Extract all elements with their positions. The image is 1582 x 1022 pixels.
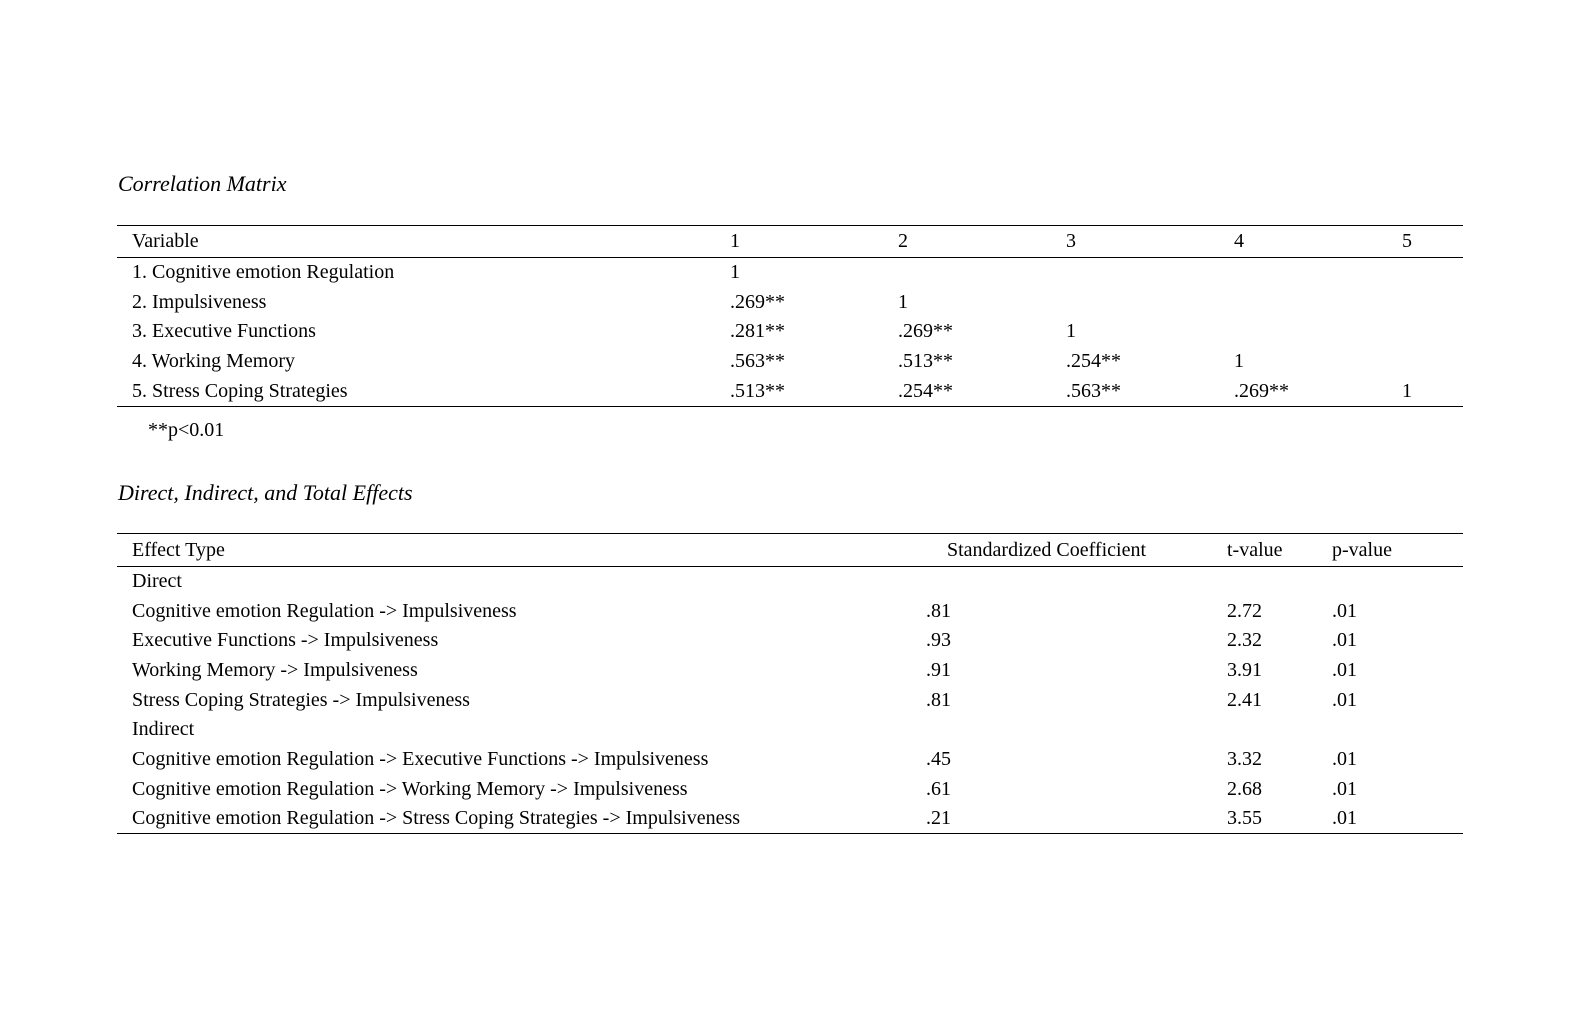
correlation-value-cell: .513** [898,350,953,373]
effects-row-label: Cognitive emotion Regulation -> Working Memory -> Impulsiveness [132,777,688,800]
effects-value-cell: 2.72 [1227,599,1262,622]
correlation-row-label: 1. Cognitive emotion Regulation [132,261,395,284]
correlation-header-row [117,226,1463,258]
correlation-value-cell: 1 [730,261,740,284]
effects-row-label: Cognitive emotion Regulation -> Executive Functions -> Impulsiveness [132,747,709,770]
correlation-row [117,287,1463,317]
effects-value-cell: .45 [926,747,951,770]
correlation-value-cell [1402,287,1463,317]
correlation-row [117,317,1463,347]
effects-value-cell: .81 [926,688,951,711]
effects-value-cell: .81 [926,599,951,622]
effects-row [117,804,1463,834]
effects-row-label: Stress Coping Strategies -> Impulsiveness [132,688,470,711]
effects-row-label: Cognitive emotion Regulation -> Stress Coping Strategies -> Impulsiveness [117,804,926,834]
effects-value-cell [926,715,1227,745]
correlation-row-label: 3. Executive Functions [132,320,316,343]
effects-row [117,596,1463,626]
effects-table-body [117,567,1463,834]
correlation-value-cell: .269** [1234,377,1402,407]
correlation-value-cell: .254** [1066,350,1121,373]
correlation-row-label: 2. Impulsiveness [132,290,267,313]
correlation-row [117,347,1463,377]
correlation-row-label: 5. Stress Coping Strategies [117,377,730,407]
effects-value-cell: .61 [926,777,951,800]
effects-title: Direct, Indirect, and Total Effects [118,480,413,505]
effects-value-cell: .91 [926,658,951,681]
correlation-table-header [117,226,1463,258]
effects-row [117,685,1463,715]
correlation-row [117,377,1463,407]
effects-table [117,533,1463,834]
significance-note: **p<0.01 [148,419,225,441]
correlation-value-cell [1234,258,1402,288]
correlation-value-cell [1234,317,1402,347]
effects-row [117,745,1463,775]
effects-group-row [117,715,1463,745]
effects-value-cell: 2.32 [1227,629,1262,652]
correlation-column-header: 3 [1066,226,1234,258]
effects-value-cell: 3.91 [1227,658,1262,681]
correlation-column-header: 4 [1234,226,1402,258]
effects-value-cell: .21 [926,804,1227,834]
effects-group-row [117,567,1463,597]
correlation-value-cell: 1 [1402,377,1463,407]
effects-row-label: Indirect [132,718,195,741]
effects-value-cell: .01 [1332,599,1357,622]
correlation-row-label: 4. Working Memory [132,350,296,373]
effects-row [117,656,1463,686]
effects-column-header: Standardized Coefficient [926,534,1227,567]
correlation-value-cell: .269** [898,320,953,343]
correlation-value-cell: .254** [898,377,1066,407]
effects-value-cell: .01 [1332,629,1357,652]
correlation-value-cell: .513** [730,377,898,407]
effects-row [117,626,1463,656]
effects-value-cell: .01 [1332,688,1357,711]
effects-value-cell: .01 [1332,658,1357,681]
effects-header-row [117,534,1463,567]
effects-column-header: Effect Type [117,534,926,567]
correlation-column-header: 2 [898,226,1066,258]
correlation-value-cell [1234,287,1402,317]
correlation-row [117,258,1463,288]
correlation-value-cell: .563** [730,350,785,373]
effects-column-header: t-value [1227,534,1332,567]
correlation-column-header: 5 [1402,226,1463,258]
effects-value-cell: 2.41 [1227,688,1262,711]
effects-value-cell: .01 [1332,777,1357,800]
correlation-column-header: 1 [730,226,898,258]
effects-row-label: Executive Functions -> Impulsiveness [132,629,439,652]
correlation-value-cell: 1 [1234,350,1244,373]
effects-value-cell [1332,715,1463,745]
correlation-value-cell [1066,258,1234,288]
effects-value-cell: 2.68 [1227,777,1262,800]
correlation-table-body [117,258,1463,407]
effects-value-cell: .93 [926,629,951,652]
correlation-value-cell: 1 [898,290,908,313]
correlation-value-cell [1402,317,1463,347]
correlation-matrix-table [117,225,1463,407]
effects-row-label: Direct [132,570,182,593]
effects-row [117,774,1463,804]
correlation-value-cell: .281** [730,320,785,343]
effects-value-cell [1332,567,1463,597]
correlation-value-cell [1066,287,1234,317]
effects-table-header [117,534,1463,567]
correlation-value-cell [1402,258,1463,288]
effects-row-label: Cognitive emotion Regulation -> Impulsiveness [132,599,517,622]
effects-row-label: Working Memory -> Impulsiveness [132,658,418,681]
effects-value-cell [1227,567,1332,597]
correlation-value-cell [1402,347,1463,377]
correlation-value-cell: .269** [730,290,785,313]
correlation-value-cell [898,258,1066,288]
effects-value-cell: 3.55 [1227,804,1332,834]
effects-value-cell [926,567,1227,597]
correlation-value-cell: .563** [1066,377,1234,407]
correlation-column-header: Variable [117,226,730,258]
effects-value-cell: .01 [1332,747,1357,770]
effects-value-cell: .01 [1332,804,1463,834]
effects-value-cell: 3.32 [1227,747,1262,770]
correlation-value-cell: 1 [1066,320,1076,343]
correlation-matrix-title: Correlation Matrix [118,171,287,196]
effects-column-header: p-value [1332,534,1463,567]
effects-value-cell [1227,715,1332,745]
